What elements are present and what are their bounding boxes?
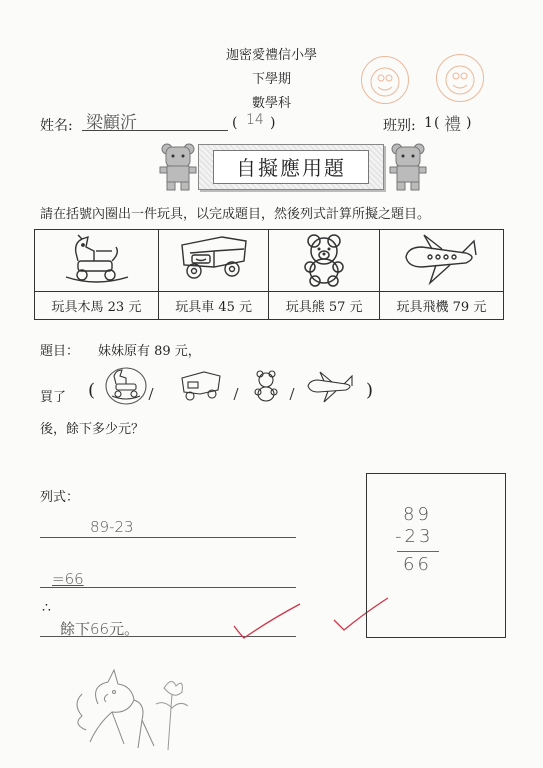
number-paren-close: ): [270, 115, 276, 131]
teddy-bear-left-icon: [158, 142, 198, 196]
subject: 數學科: [251, 96, 291, 111]
toy-cell: [379, 230, 503, 292]
class-written: 禮: [444, 115, 461, 135]
working-label: 列式：: [40, 490, 80, 505]
calc-result: 66: [403, 554, 432, 575]
toy-cell: [269, 230, 379, 292]
student-number: 14: [246, 112, 264, 128]
calc-minus: -23: [395, 526, 434, 547]
toy-label: 玩具飛機 79 元: [379, 292, 503, 320]
toy-cell: [35, 230, 159, 292]
toy-price-table: [34, 229, 504, 320]
choice-paren-close: ): [366, 380, 374, 401]
choice-paren-open: (: [88, 380, 96, 401]
answer-line: [40, 537, 296, 538]
class-label: 班别:: [383, 118, 416, 134]
answer-line: [40, 587, 296, 588]
toy-truck-icon: [174, 231, 254, 287]
class-paren-close: ): [466, 115, 472, 131]
teddy-bear-right-icon: [388, 142, 428, 196]
toy-cell: [158, 230, 268, 292]
unicorn-doodle-icon: [68, 664, 198, 756]
student-name: 梁顧沂: [86, 113, 137, 133]
school-name: 迦密愛禮信小學: [225, 48, 317, 63]
bought-label: 買了: [40, 390, 67, 405]
number-paren-open: (: [232, 115, 238, 131]
doraemon-stamp-icon: [361, 56, 409, 104]
doraemon-stamp-icon: [436, 54, 484, 102]
toy-label: 玩具車 45 元: [158, 292, 268, 320]
therefore-symbol: ∴: [42, 600, 51, 616]
question-text: 妹妹原有 89 元，: [98, 344, 201, 359]
toy-label: 玩具熊 57 元: [269, 292, 379, 320]
rocking-horse-icon: [56, 231, 136, 287]
class-paren-open: (: [434, 115, 440, 131]
name-label: 姓名:: [40, 118, 73, 134]
question-label: 題目：: [40, 344, 80, 359]
toy-choice-row: [98, 364, 368, 408]
calc-rule: [397, 551, 439, 552]
name-line: [82, 130, 228, 131]
teddy-bear-icon: [284, 231, 364, 287]
page-title: 自擬應用題: [213, 150, 369, 184]
vertical-calc-box: [366, 473, 506, 638]
class-number: 1: [424, 115, 433, 131]
working-line-2: =66: [52, 570, 84, 588]
toy-airplane-icon: [396, 231, 486, 287]
working-line-3: 餘下66元。: [60, 620, 140, 638]
calc-top: 89: [403, 504, 432, 525]
instruction: 請在括號內圈出一件玩具，以完成題目，然後列式計算所擬之題目。: [40, 207, 431, 222]
toy-label: 玩具木馬 23 元: [35, 292, 159, 320]
working-line-1: 89-23: [90, 518, 134, 536]
title-banner: [198, 144, 384, 190]
question-ending: 後，餘下多少元？: [40, 422, 145, 437]
term: 下學期: [251, 72, 291, 87]
